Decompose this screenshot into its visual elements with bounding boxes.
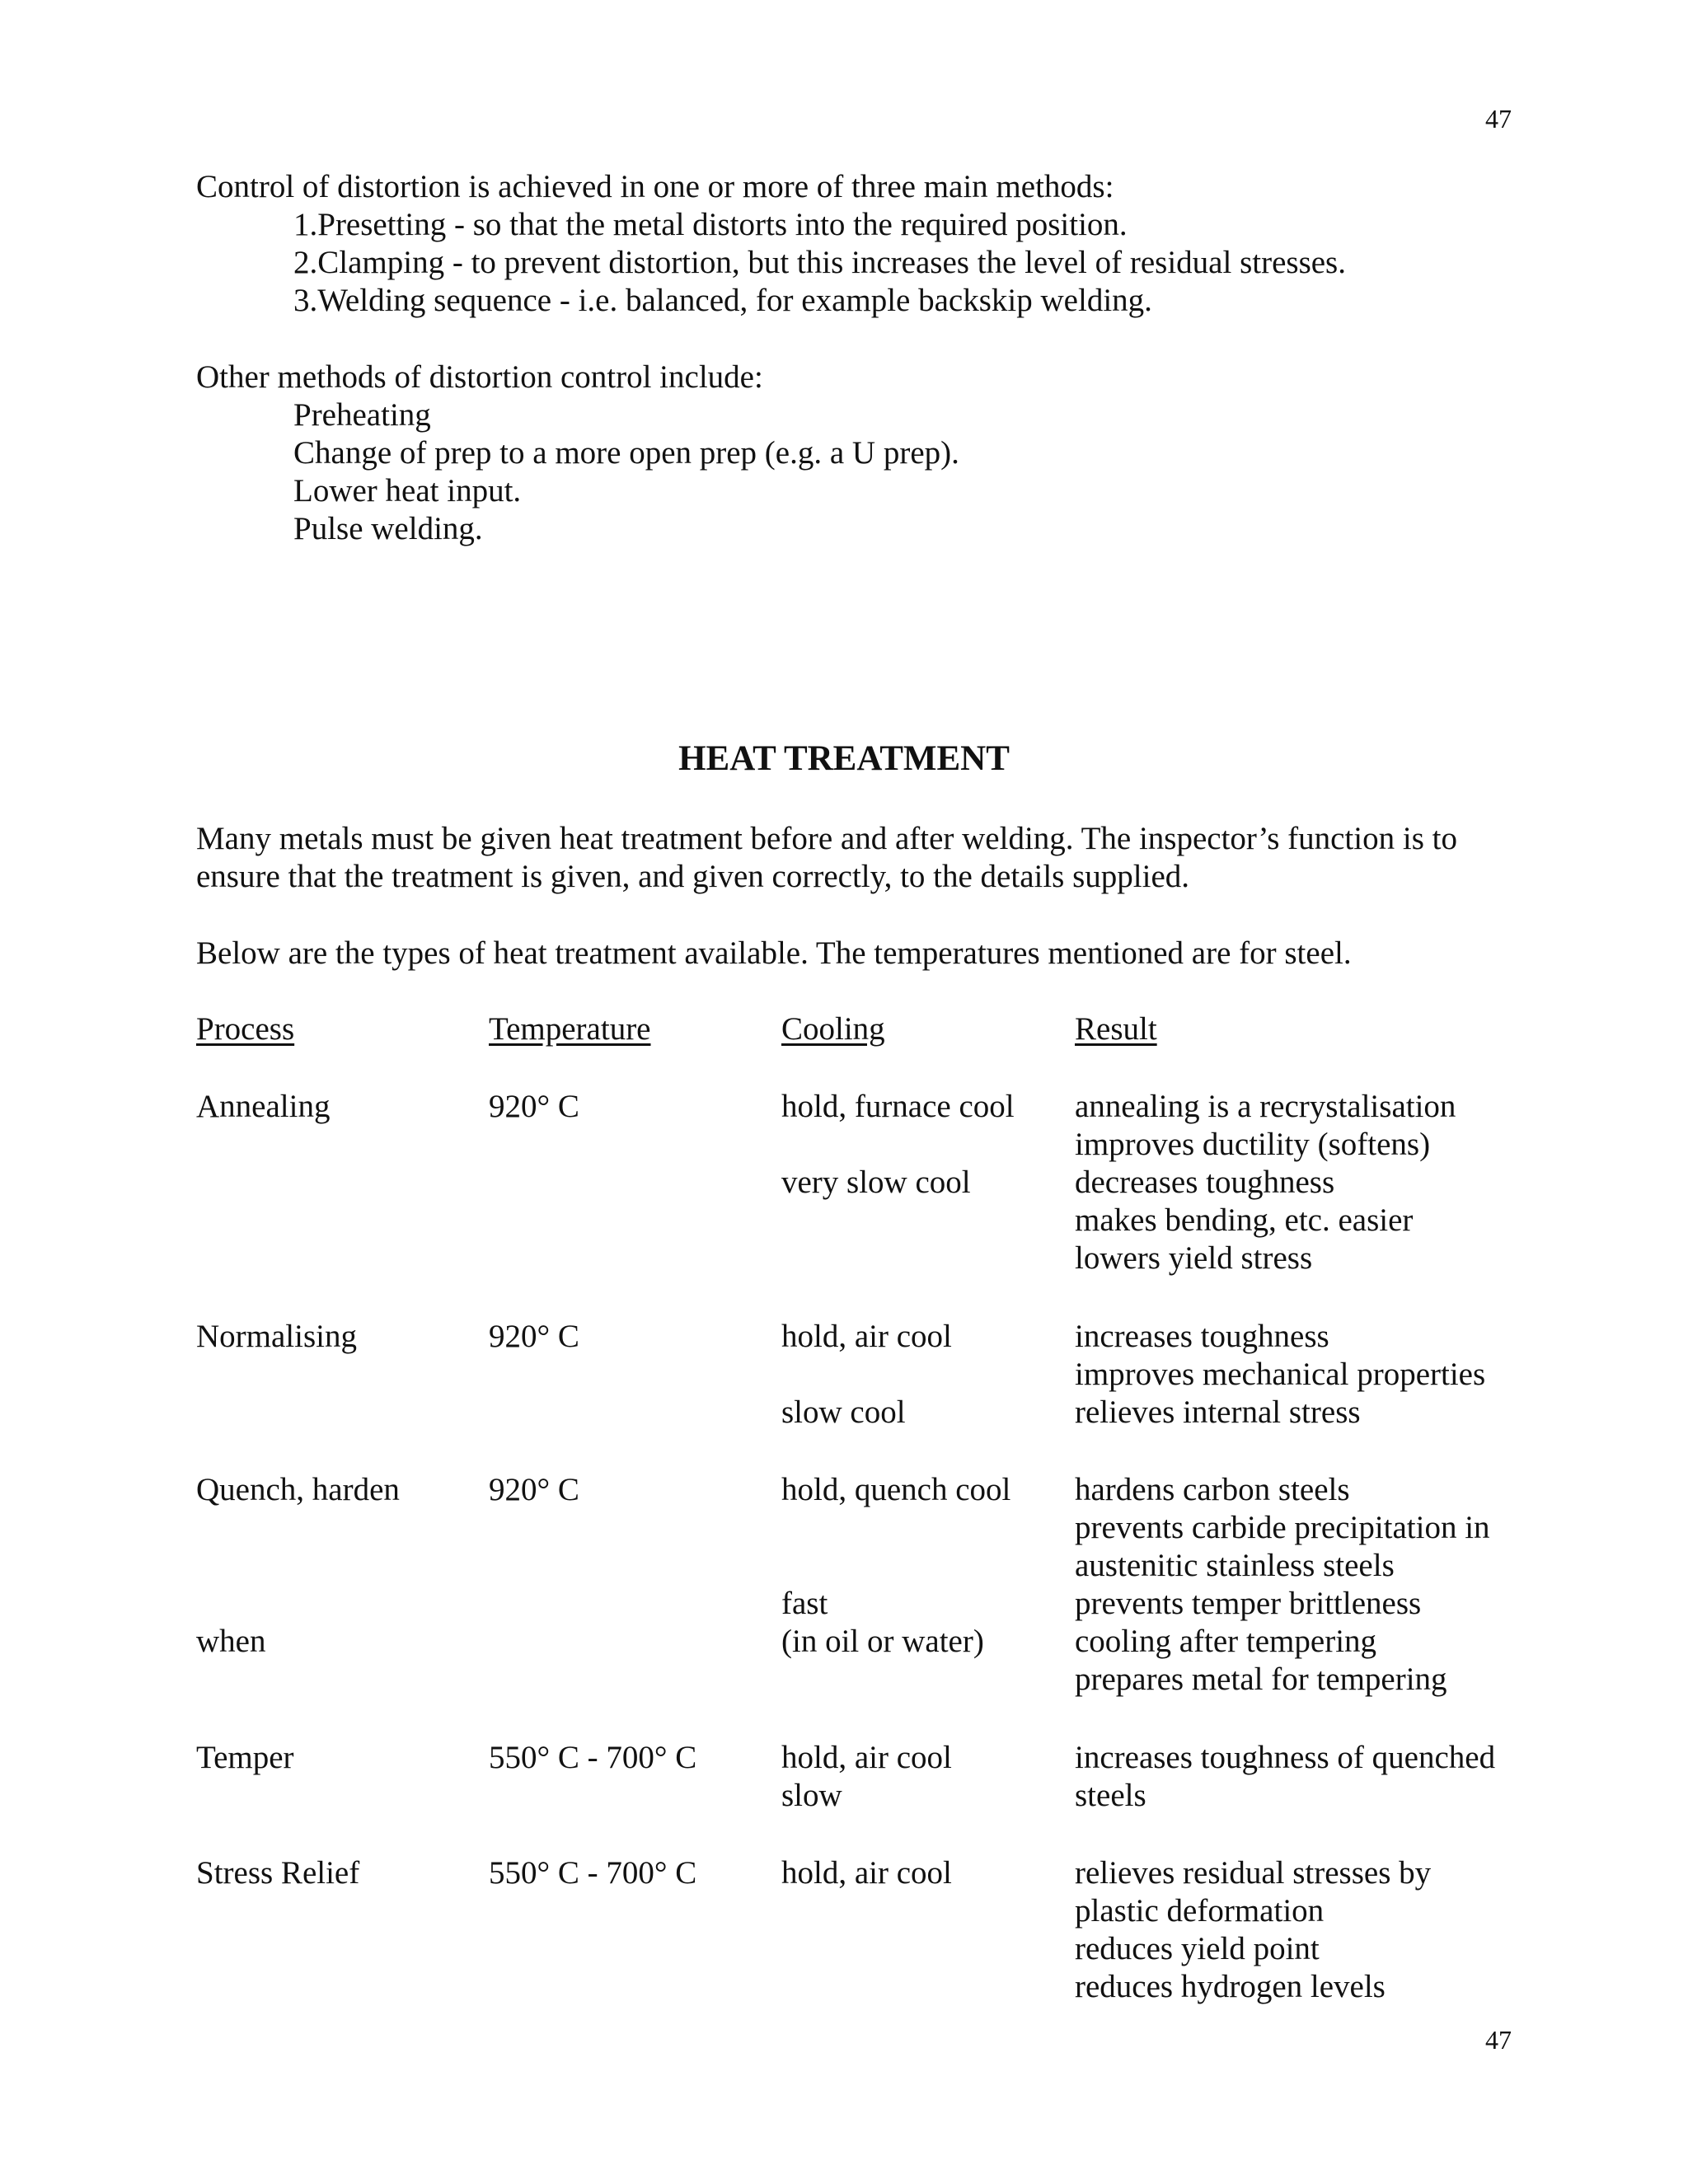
cooling-line: slow cool [781, 1394, 906, 1430]
intro-line: Many metals must be given heat treatment before and after welding. The inspector’s function is to [196, 821, 1457, 856]
intro-line: ensure that the treatment is given, and given correctly, to the details supplied. [196, 859, 1190, 894]
other-method-item: Pulse welding. [293, 511, 483, 546]
process-annealing: Annealing [196, 1089, 331, 1124]
other-methods-intro: Other methods of distortion control include: [196, 359, 763, 395]
header-result: Result [1075, 1011, 1157, 1047]
cooling-temper [781, 1739, 952, 1815]
result-line: prevents temper brittleness [1075, 1586, 1422, 1621]
section-heading: HEAT TREATMENT [678, 739, 1010, 778]
other-method-item: Change of prep to a more open prep (e.g. a U prep). [293, 435, 959, 471]
temperature-temper: 550° C - 700° C [489, 1740, 697, 1775]
result-line: improves ductility (softens) [1075, 1127, 1431, 1162]
page-number-bottom: 47 [1485, 2025, 1512, 2055]
result-normalising [1075, 1318, 1485, 1432]
header-cooling: Cooling [781, 1011, 885, 1047]
cooling-line: hold, furnace cool [781, 1089, 1015, 1124]
cooling-line: hold, air cool [781, 1740, 952, 1775]
result-line: makes bending, etc. easier [1075, 1202, 1414, 1238]
cooling-line: slow [781, 1778, 842, 1813]
process-quench-harden: Quench, harden [196, 1472, 400, 1507]
cooling-line: (in oil or water) [781, 1624, 984, 1659]
result-line: steels [1075, 1778, 1146, 1813]
cooling-line: hold, air cool [781, 1855, 952, 1891]
cooling-stress-relief [781, 1854, 952, 1892]
other-distortion-methods [196, 359, 959, 548]
result-temper [1075, 1739, 1495, 1815]
result-line: relieves residual stresses by [1075, 1855, 1432, 1891]
result-line: annealing is a recrystalisation [1075, 1089, 1456, 1124]
process-when: when [196, 1624, 266, 1659]
cooling-annealing [781, 1088, 1015, 1202]
cooling-line [781, 1126, 1015, 1164]
result-line: increases toughness of quenched [1075, 1740, 1496, 1775]
result-line: austenitic stainless steels [1075, 1548, 1395, 1583]
cooling-line: fast [781, 1586, 828, 1621]
result-line: hardens carbon steels [1075, 1472, 1350, 1507]
result-annealing [1075, 1088, 1456, 1277]
cooling-normalising [781, 1318, 952, 1432]
distortion-item-1: 1.Presetting - so that the metal distorts into the required position. [293, 207, 1128, 242]
result-line: increases toughness [1075, 1319, 1329, 1354]
cooling-line [781, 1509, 1010, 1547]
temperature-stress-relief: 550° C - 700° C [489, 1855, 697, 1891]
result-line: prepares metal for tempering [1075, 1661, 1447, 1697]
result-stress-relief [1075, 1854, 1431, 2006]
cooling-line: hold, quench cool [781, 1472, 1011, 1507]
process-stress-relief: Stress Relief [196, 1855, 360, 1891]
process-normalising: Normalising [196, 1319, 357, 1354]
cooling-line [781, 1356, 952, 1394]
distortion-intro: Control of distortion is achieved in one or more of three main methods: [196, 169, 1114, 204]
temperature-normalising: 920° C [489, 1319, 579, 1354]
result-line: lowers yield stress [1075, 1240, 1313, 1276]
types-sentence: Below are the types of heat treatment available. The temperatures mentioned are for steel. [196, 935, 1352, 971]
page-number-top: 47 [1485, 104, 1512, 134]
temperature-quench-harden: 920° C [489, 1472, 579, 1507]
temperature-annealing: 920° C [489, 1089, 579, 1124]
result-line: plastic deformation [1075, 1893, 1325, 1929]
result-line: relieves internal stress [1075, 1394, 1361, 1430]
result-quench-harden [1075, 1471, 1490, 1699]
intro-paragraph [196, 820, 1457, 896]
result-line: reduces yield point [1075, 1931, 1320, 1966]
cooling-line: very slow cool [781, 1165, 971, 1200]
other-method-item: Preheating [293, 397, 431, 433]
cooling-line: hold, air cool [781, 1319, 952, 1354]
result-line: prevents carbide precipitation in [1075, 1510, 1490, 1545]
distortion-item-3: 3.Welding sequence - i.e. balanced, for example backskip welding. [293, 283, 1152, 318]
result-line: reduces hydrogen levels [1075, 1969, 1386, 2004]
process-temper: Temper [196, 1740, 294, 1775]
distortion-methods [196, 168, 1346, 320]
header-process: Process [196, 1011, 295, 1047]
cooling-line [781, 1547, 1010, 1585]
cooling-quench-harden [781, 1471, 1010, 1661]
other-method-item: Lower heat input. [293, 473, 522, 509]
distortion-item-2: 2.Clamping - to prevent distortion, but this increases the level of residual stresses. [293, 245, 1346, 280]
result-line: cooling after tempering [1075, 1624, 1377, 1659]
result-line: decreases toughness [1075, 1165, 1335, 1200]
result-line: improves mechanical properties [1075, 1357, 1486, 1392]
header-temperature: Temperature [489, 1011, 651, 1047]
